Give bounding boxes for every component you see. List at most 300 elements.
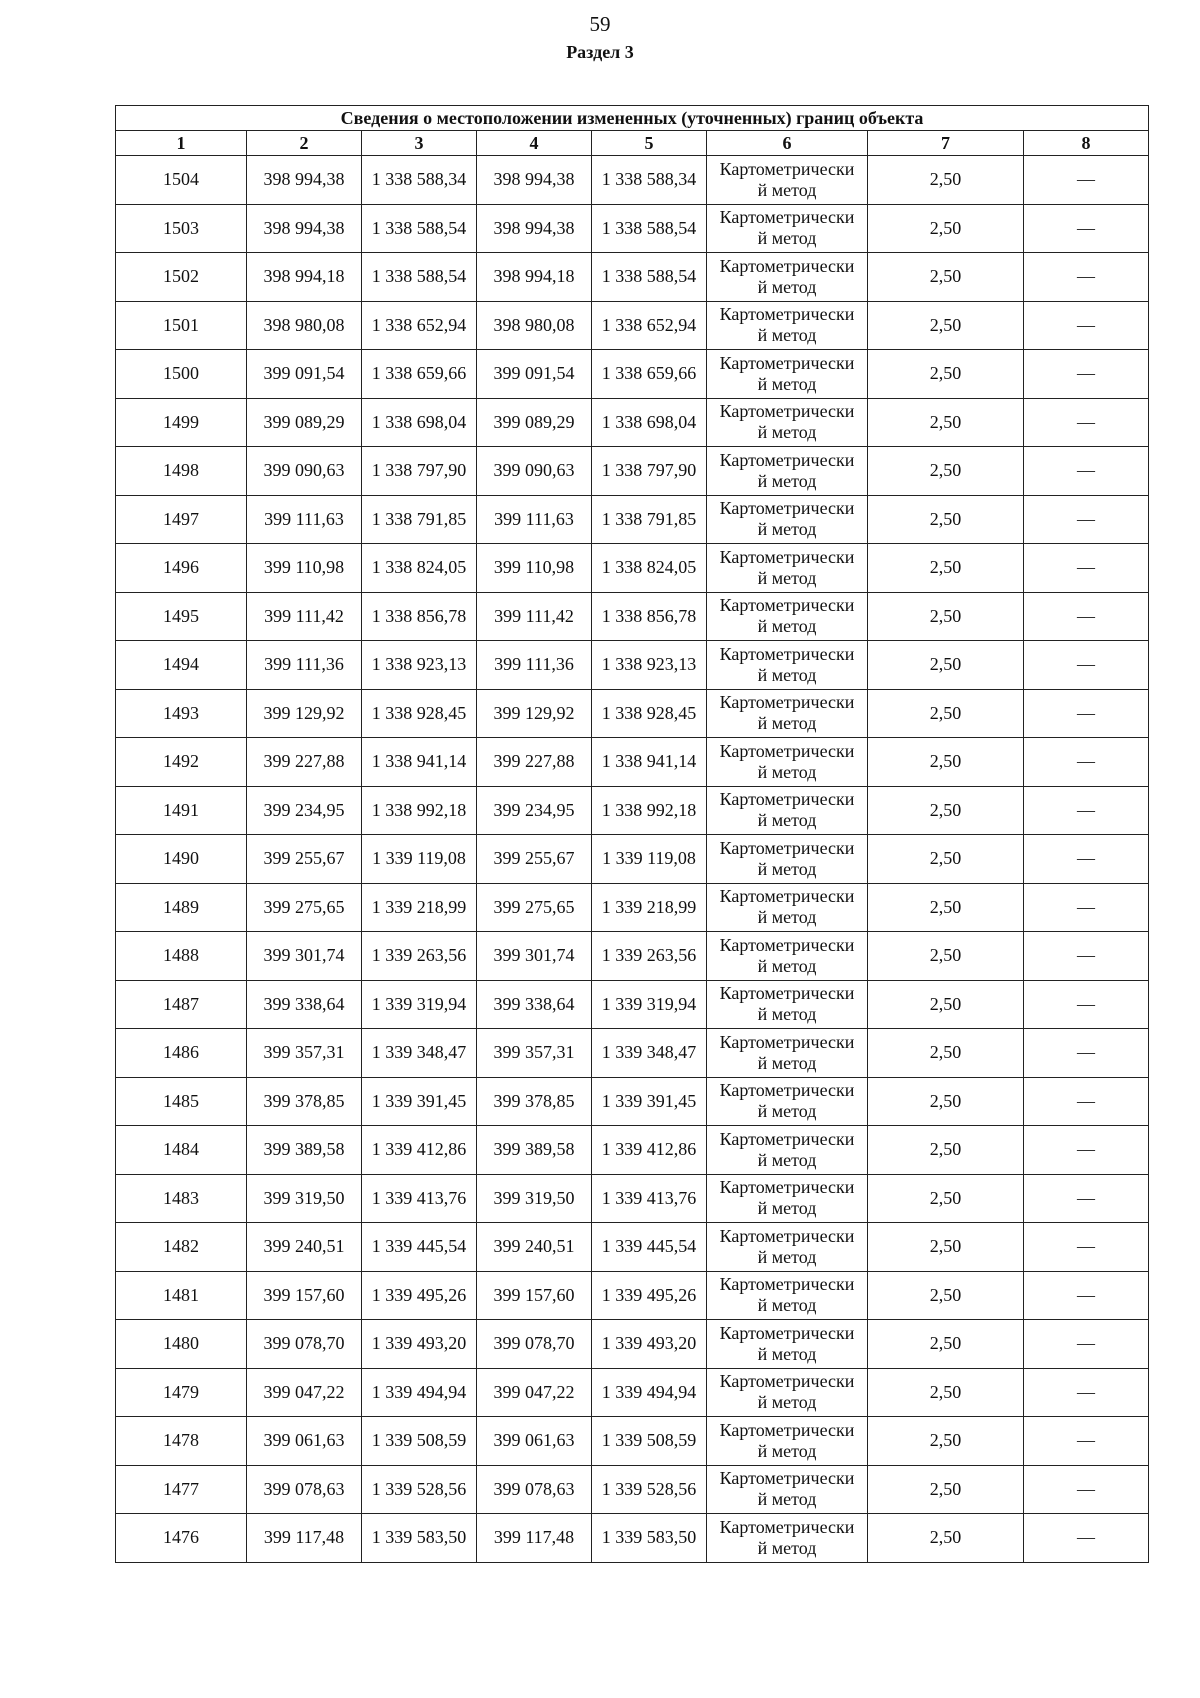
method-line-2: й метод bbox=[757, 761, 817, 782]
accuracy-cell: 2,50 bbox=[868, 1029, 1024, 1078]
table-row bbox=[116, 689, 1149, 738]
table-row bbox=[116, 253, 1149, 302]
x-new-cell: 399 090,63 bbox=[477, 447, 592, 496]
y-new-cell: 1 339 508,59 bbox=[592, 1417, 707, 1466]
accuracy-cell: 2,50 bbox=[868, 932, 1024, 981]
point-number-cell: 1496 bbox=[116, 544, 247, 593]
x-old-cell: 398 980,08 bbox=[247, 301, 362, 350]
method-line-1: Картометрически bbox=[719, 1177, 855, 1198]
method-line-1: Картометрически bbox=[719, 983, 855, 1004]
point-number-cell: 1493 bbox=[116, 689, 247, 738]
method-line-1: Картометрически bbox=[719, 498, 855, 519]
x-old-cell: 399 110,98 bbox=[247, 544, 362, 593]
point-number-cell: 1491 bbox=[116, 786, 247, 835]
x-old-cell: 399 078,70 bbox=[247, 1320, 362, 1369]
table-row bbox=[116, 1417, 1149, 1466]
method-cell bbox=[707, 738, 868, 787]
method-line-2: й метод bbox=[757, 422, 817, 443]
method-cell bbox=[707, 980, 868, 1029]
x-new-cell: 399 061,63 bbox=[477, 1417, 592, 1466]
point-number-cell: 1499 bbox=[116, 398, 247, 447]
y-new-cell: 1 339 218,99 bbox=[592, 883, 707, 932]
y-new-cell: 1 338 824,05 bbox=[592, 544, 707, 593]
table-row bbox=[116, 544, 1149, 593]
method-line-1: Картометрически bbox=[719, 595, 855, 616]
point-number-cell: 1476 bbox=[116, 1514, 247, 1563]
note-cell: — bbox=[1024, 1126, 1149, 1175]
method-line-2: й метод bbox=[757, 1052, 817, 1073]
x-old-cell: 399 090,63 bbox=[247, 447, 362, 496]
method-line-2: й метод bbox=[757, 1489, 817, 1510]
table-body bbox=[116, 156, 1149, 1563]
method-line-1: Картометрически bbox=[719, 886, 855, 907]
point-number-cell: 1504 bbox=[116, 156, 247, 205]
note-cell: — bbox=[1024, 1417, 1149, 1466]
method-line-2: й метод bbox=[757, 519, 817, 540]
y-old-cell: 1 338 698,04 bbox=[362, 398, 477, 447]
method-line-2: й метод bbox=[757, 567, 817, 588]
y-old-cell: 1 339 528,56 bbox=[362, 1465, 477, 1514]
method-line-2: й метод bbox=[757, 1295, 817, 1316]
y-old-cell: 1 338 588,34 bbox=[362, 156, 477, 205]
method-cell bbox=[707, 592, 868, 641]
point-number-cell: 1498 bbox=[116, 447, 247, 496]
table-row bbox=[116, 1126, 1149, 1175]
method-line-1: Картометрически bbox=[719, 1419, 855, 1440]
method-line-2: й метод bbox=[757, 907, 817, 928]
method-line-2: й метод bbox=[757, 1149, 817, 1170]
table-row bbox=[116, 592, 1149, 641]
section-title: Раздел 3 bbox=[566, 42, 634, 62]
method-line-1: Картометрически bbox=[719, 1322, 855, 1343]
note-cell: — bbox=[1024, 1271, 1149, 1320]
x-old-cell: 399 357,31 bbox=[247, 1029, 362, 1078]
accuracy-cell: 2,50 bbox=[868, 689, 1024, 738]
method-line-2: й метод bbox=[757, 1537, 817, 1558]
method-line-2: й метод bbox=[757, 179, 817, 200]
method-cell bbox=[707, 398, 868, 447]
method-cell bbox=[707, 883, 868, 932]
method-line-1: Картометрически bbox=[719, 837, 855, 858]
note-cell: — bbox=[1024, 1320, 1149, 1369]
y-old-cell: 1 338 928,45 bbox=[362, 689, 477, 738]
y-old-cell: 1 339 493,20 bbox=[362, 1320, 477, 1369]
point-number-cell: 1500 bbox=[116, 350, 247, 399]
table-row bbox=[116, 495, 1149, 544]
coordinates-table bbox=[115, 105, 1149, 1563]
method-cell bbox=[707, 1514, 868, 1563]
method-line-2: й метод bbox=[757, 858, 817, 879]
method-line-2: й метод bbox=[757, 1198, 817, 1219]
accuracy-cell: 2,50 bbox=[868, 883, 1024, 932]
x-old-cell: 399 338,64 bbox=[247, 980, 362, 1029]
table-row bbox=[116, 932, 1149, 981]
y-old-cell: 1 339 263,56 bbox=[362, 932, 477, 981]
method-cell bbox=[707, 156, 868, 205]
x-new-cell: 399 111,63 bbox=[477, 495, 592, 544]
method-cell bbox=[707, 495, 868, 544]
table-row bbox=[116, 738, 1149, 787]
x-new-cell: 399 301,74 bbox=[477, 932, 592, 981]
method-line-2: й метод bbox=[757, 276, 817, 297]
y-new-cell: 1 338 928,45 bbox=[592, 689, 707, 738]
x-old-cell: 399 319,50 bbox=[247, 1174, 362, 1223]
method-line-1: Картометрически bbox=[719, 401, 855, 422]
table-row bbox=[116, 1271, 1149, 1320]
x-new-cell: 399 091,54 bbox=[477, 350, 592, 399]
y-new-cell: 1 339 495,26 bbox=[592, 1271, 707, 1320]
table-row bbox=[116, 398, 1149, 447]
y-old-cell: 1 338 659,66 bbox=[362, 350, 477, 399]
method-line-1: Картометрически bbox=[719, 1225, 855, 1246]
y-old-cell: 1 338 588,54 bbox=[362, 253, 477, 302]
method-line-2: й метод bbox=[757, 713, 817, 734]
note-cell: — bbox=[1024, 398, 1149, 447]
method-line-1: Картометрически bbox=[719, 1371, 855, 1392]
point-number-cell: 1477 bbox=[116, 1465, 247, 1514]
accuracy-cell: 2,50 bbox=[868, 1368, 1024, 1417]
note-cell: — bbox=[1024, 1465, 1149, 1514]
x-new-cell: 399 111,42 bbox=[477, 592, 592, 641]
note-cell: — bbox=[1024, 980, 1149, 1029]
x-old-cell: 399 111,36 bbox=[247, 641, 362, 690]
x-old-cell: 399 117,48 bbox=[247, 1514, 362, 1563]
method-line-2: й метод bbox=[757, 1101, 817, 1122]
method-cell bbox=[707, 253, 868, 302]
x-old-cell: 399 157,60 bbox=[247, 1271, 362, 1320]
table-row bbox=[116, 835, 1149, 884]
x-new-cell: 399 157,60 bbox=[477, 1271, 592, 1320]
x-old-cell: 398 994,38 bbox=[247, 156, 362, 205]
y-new-cell: 1 338 698,04 bbox=[592, 398, 707, 447]
page-number: 59 bbox=[589, 12, 611, 36]
x-new-cell: 399 378,85 bbox=[477, 1077, 592, 1126]
y-new-cell: 1 338 652,94 bbox=[592, 301, 707, 350]
x-old-cell: 399 091,54 bbox=[247, 350, 362, 399]
x-old-cell: 399 089,29 bbox=[247, 398, 362, 447]
method-line-1: Картометрически bbox=[719, 546, 855, 567]
table-row bbox=[116, 1223, 1149, 1272]
y-old-cell: 1 339 508,59 bbox=[362, 1417, 477, 1466]
note-cell: — bbox=[1024, 495, 1149, 544]
table-row bbox=[116, 1320, 1149, 1369]
method-line-1: Картометрически bbox=[719, 1468, 855, 1489]
method-line-1: Картометрически bbox=[719, 789, 855, 810]
accuracy-cell: 2,50 bbox=[868, 980, 1024, 1029]
y-new-cell: 1 338 659,66 bbox=[592, 350, 707, 399]
x-old-cell: 399 111,42 bbox=[247, 592, 362, 641]
method-line-1: Картометрически bbox=[719, 1080, 855, 1101]
method-line-1: Картометрически bbox=[719, 1128, 855, 1149]
y-new-cell: 1 339 119,08 bbox=[592, 835, 707, 884]
point-number-cell: 1488 bbox=[116, 932, 247, 981]
y-old-cell: 1 338 941,14 bbox=[362, 738, 477, 787]
note-cell: — bbox=[1024, 1223, 1149, 1272]
column-header: 1 bbox=[116, 131, 247, 156]
point-number-cell: 1490 bbox=[116, 835, 247, 884]
table-row bbox=[116, 1029, 1149, 1078]
note-cell: — bbox=[1024, 786, 1149, 835]
method-cell bbox=[707, 641, 868, 690]
point-number-cell: 1503 bbox=[116, 204, 247, 253]
x-new-cell: 399 078,63 bbox=[477, 1465, 592, 1514]
x-new-cell: 398 994,18 bbox=[477, 253, 592, 302]
y-old-cell: 1 338 923,13 bbox=[362, 641, 477, 690]
method-line-1: Картометрически bbox=[719, 1274, 855, 1295]
accuracy-cell: 2,50 bbox=[868, 156, 1024, 205]
point-number-cell: 1485 bbox=[116, 1077, 247, 1126]
note-cell: — bbox=[1024, 1368, 1149, 1417]
y-old-cell: 1 339 391,45 bbox=[362, 1077, 477, 1126]
accuracy-cell: 2,50 bbox=[868, 592, 1024, 641]
method-line-2: й метод bbox=[757, 1343, 817, 1364]
y-new-cell: 1 338 923,13 bbox=[592, 641, 707, 690]
y-new-cell: 1 338 992,18 bbox=[592, 786, 707, 835]
method-cell bbox=[707, 1417, 868, 1466]
y-new-cell: 1 338 797,90 bbox=[592, 447, 707, 496]
method-cell bbox=[707, 447, 868, 496]
x-old-cell: 399 378,85 bbox=[247, 1077, 362, 1126]
method-line-1: Картометрически bbox=[719, 352, 855, 373]
point-number-cell: 1484 bbox=[116, 1126, 247, 1175]
table-row bbox=[116, 350, 1149, 399]
note-cell: — bbox=[1024, 447, 1149, 496]
x-old-cell: 399 111,63 bbox=[247, 495, 362, 544]
y-new-cell: 1 339 528,56 bbox=[592, 1465, 707, 1514]
method-cell bbox=[707, 689, 868, 738]
point-number-cell: 1486 bbox=[116, 1029, 247, 1078]
x-new-cell: 399 275,65 bbox=[477, 883, 592, 932]
method-line-1: Картометрически bbox=[719, 643, 855, 664]
method-cell bbox=[707, 786, 868, 835]
point-number-cell: 1487 bbox=[116, 980, 247, 1029]
point-number-cell: 1495 bbox=[116, 592, 247, 641]
method-cell bbox=[707, 1465, 868, 1514]
y-old-cell: 1 339 412,86 bbox=[362, 1126, 477, 1175]
method-line-2: й метод bbox=[757, 810, 817, 831]
x-new-cell: 399 319,50 bbox=[477, 1174, 592, 1223]
y-old-cell: 1 339 494,94 bbox=[362, 1368, 477, 1417]
point-number-cell: 1502 bbox=[116, 253, 247, 302]
x-new-cell: 399 357,31 bbox=[477, 1029, 592, 1078]
accuracy-cell: 2,50 bbox=[868, 786, 1024, 835]
x-new-cell: 399 110,98 bbox=[477, 544, 592, 593]
x-old-cell: 399 078,63 bbox=[247, 1465, 362, 1514]
accuracy-cell: 2,50 bbox=[868, 641, 1024, 690]
x-new-cell: 398 994,38 bbox=[477, 156, 592, 205]
accuracy-cell: 2,50 bbox=[868, 495, 1024, 544]
method-cell bbox=[707, 1320, 868, 1369]
table-row bbox=[116, 1077, 1149, 1126]
y-new-cell: 1 339 493,20 bbox=[592, 1320, 707, 1369]
column-header: 4 bbox=[477, 131, 592, 156]
method-cell bbox=[707, 1126, 868, 1175]
x-old-cell: 399 061,63 bbox=[247, 1417, 362, 1466]
accuracy-cell: 2,50 bbox=[868, 1077, 1024, 1126]
method-line-2: й метод bbox=[757, 616, 817, 637]
x-new-cell: 398 994,38 bbox=[477, 204, 592, 253]
table-row bbox=[116, 980, 1149, 1029]
x-old-cell: 399 240,51 bbox=[247, 1223, 362, 1272]
method-cell bbox=[707, 1368, 868, 1417]
y-new-cell: 1 338 856,78 bbox=[592, 592, 707, 641]
y-new-cell: 1 338 588,54 bbox=[592, 204, 707, 253]
y-old-cell: 1 338 588,54 bbox=[362, 204, 477, 253]
table-row bbox=[116, 204, 1149, 253]
accuracy-cell: 2,50 bbox=[868, 447, 1024, 496]
note-cell: — bbox=[1024, 253, 1149, 302]
point-number-cell: 1497 bbox=[116, 495, 247, 544]
method-cell bbox=[707, 1077, 868, 1126]
y-new-cell: 1 339 494,94 bbox=[592, 1368, 707, 1417]
column-header-row bbox=[116, 131, 1149, 156]
y-new-cell: 1 339 348,47 bbox=[592, 1029, 707, 1078]
y-new-cell: 1 339 445,54 bbox=[592, 1223, 707, 1272]
method-cell bbox=[707, 1029, 868, 1078]
table-row bbox=[116, 883, 1149, 932]
point-number-cell: 1479 bbox=[116, 1368, 247, 1417]
y-old-cell: 1 338 652,94 bbox=[362, 301, 477, 350]
table-row bbox=[116, 156, 1149, 205]
x-old-cell: 399 129,92 bbox=[247, 689, 362, 738]
table-row bbox=[116, 1368, 1149, 1417]
y-new-cell: 1 339 413,76 bbox=[592, 1174, 707, 1223]
method-cell bbox=[707, 301, 868, 350]
accuracy-cell: 2,50 bbox=[868, 253, 1024, 302]
accuracy-cell: 2,50 bbox=[868, 1514, 1024, 1563]
method-line-2: й метод bbox=[757, 1004, 817, 1025]
method-line-2: й метод bbox=[757, 325, 817, 346]
x-old-cell: 399 255,67 bbox=[247, 835, 362, 884]
x-new-cell: 399 111,36 bbox=[477, 641, 592, 690]
x-new-cell: 399 227,88 bbox=[477, 738, 592, 787]
note-cell: — bbox=[1024, 544, 1149, 593]
note-cell: — bbox=[1024, 204, 1149, 253]
point-number-cell: 1483 bbox=[116, 1174, 247, 1223]
table-row bbox=[116, 301, 1149, 350]
x-new-cell: 398 980,08 bbox=[477, 301, 592, 350]
method-line-2: й метод bbox=[757, 1392, 817, 1413]
table-row bbox=[116, 1465, 1149, 1514]
y-old-cell: 1 338 856,78 bbox=[362, 592, 477, 641]
accuracy-cell: 2,50 bbox=[868, 301, 1024, 350]
accuracy-cell: 2,50 bbox=[868, 1465, 1024, 1514]
method-line-2: й метод bbox=[757, 1246, 817, 1267]
y-old-cell: 1 339 348,47 bbox=[362, 1029, 477, 1078]
method-line-1: Картометрически bbox=[719, 1031, 855, 1052]
method-line-1: Картометрически bbox=[719, 158, 855, 179]
table-row bbox=[116, 786, 1149, 835]
accuracy-cell: 2,50 bbox=[868, 544, 1024, 593]
accuracy-cell: 2,50 bbox=[868, 350, 1024, 399]
method-line-1: Картометрически bbox=[719, 255, 855, 276]
point-number-cell: 1494 bbox=[116, 641, 247, 690]
y-new-cell: 1 338 588,34 bbox=[592, 156, 707, 205]
method-cell bbox=[707, 932, 868, 981]
accuracy-cell: 2,50 bbox=[868, 1320, 1024, 1369]
accuracy-cell: 2,50 bbox=[868, 1174, 1024, 1223]
x-new-cell: 399 117,48 bbox=[477, 1514, 592, 1563]
accuracy-cell: 2,50 bbox=[868, 204, 1024, 253]
x-old-cell: 399 389,58 bbox=[247, 1126, 362, 1175]
x-new-cell: 399 078,70 bbox=[477, 1320, 592, 1369]
point-number-cell: 1481 bbox=[116, 1271, 247, 1320]
column-header: 7 bbox=[868, 131, 1024, 156]
y-old-cell: 1 339 413,76 bbox=[362, 1174, 477, 1223]
y-old-cell: 1 338 797,90 bbox=[362, 447, 477, 496]
point-number-cell: 1480 bbox=[116, 1320, 247, 1369]
table-row bbox=[116, 1174, 1149, 1223]
method-line-1: Картометрически bbox=[719, 1516, 855, 1537]
method-line-2: й метод bbox=[757, 955, 817, 976]
note-cell: — bbox=[1024, 592, 1149, 641]
point-number-cell: 1489 bbox=[116, 883, 247, 932]
note-cell: — bbox=[1024, 350, 1149, 399]
x-new-cell: 399 129,92 bbox=[477, 689, 592, 738]
method-line-2: й метод bbox=[757, 1440, 817, 1461]
y-old-cell: 1 338 791,85 bbox=[362, 495, 477, 544]
note-cell: — bbox=[1024, 1174, 1149, 1223]
x-old-cell: 399 047,22 bbox=[247, 1368, 362, 1417]
method-line-2: й метод bbox=[757, 470, 817, 491]
x-new-cell: 399 255,67 bbox=[477, 835, 592, 884]
method-line-1: Картометрически bbox=[719, 449, 855, 470]
y-new-cell: 1 338 941,14 bbox=[592, 738, 707, 787]
note-cell: — bbox=[1024, 301, 1149, 350]
point-number-cell: 1482 bbox=[116, 1223, 247, 1272]
x-new-cell: 399 338,64 bbox=[477, 980, 592, 1029]
method-cell bbox=[707, 350, 868, 399]
point-number-cell: 1501 bbox=[116, 301, 247, 350]
y-old-cell: 1 338 824,05 bbox=[362, 544, 477, 593]
x-old-cell: 399 234,95 bbox=[247, 786, 362, 835]
point-number-cell: 1478 bbox=[116, 1417, 247, 1466]
note-cell: — bbox=[1024, 641, 1149, 690]
accuracy-cell: 2,50 bbox=[868, 835, 1024, 884]
note-cell: — bbox=[1024, 689, 1149, 738]
method-line-1: Картометрически bbox=[719, 934, 855, 955]
y-old-cell: 1 339 583,50 bbox=[362, 1514, 477, 1563]
method-cell bbox=[707, 835, 868, 884]
y-old-cell: 1 339 445,54 bbox=[362, 1223, 477, 1272]
column-header: 3 bbox=[362, 131, 477, 156]
table-row bbox=[116, 641, 1149, 690]
point-number-cell: 1492 bbox=[116, 738, 247, 787]
y-old-cell: 1 338 992,18 bbox=[362, 786, 477, 835]
method-cell bbox=[707, 1271, 868, 1320]
table-caption: Сведения о местоположении измененных (уточненных) границ объекта bbox=[116, 106, 1149, 131]
accuracy-cell: 2,50 bbox=[868, 1417, 1024, 1466]
x-new-cell: 399 389,58 bbox=[477, 1126, 592, 1175]
note-cell: — bbox=[1024, 932, 1149, 981]
accuracy-cell: 2,50 bbox=[868, 398, 1024, 447]
y-new-cell: 1 339 412,86 bbox=[592, 1126, 707, 1175]
note-cell: — bbox=[1024, 1077, 1149, 1126]
method-cell bbox=[707, 204, 868, 253]
accuracy-cell: 2,50 bbox=[868, 1126, 1024, 1175]
method-line-2: й метод bbox=[757, 228, 817, 249]
note-cell: — bbox=[1024, 1029, 1149, 1078]
note-cell: — bbox=[1024, 835, 1149, 884]
method-line-1: Картометрически bbox=[719, 304, 855, 325]
note-cell: — bbox=[1024, 883, 1149, 932]
y-old-cell: 1 339 218,99 bbox=[362, 883, 477, 932]
column-header: 8 bbox=[1024, 131, 1149, 156]
note-cell: — bbox=[1024, 1514, 1149, 1563]
x-old-cell: 399 275,65 bbox=[247, 883, 362, 932]
y-old-cell: 1 339 119,08 bbox=[362, 835, 477, 884]
table-row bbox=[116, 1514, 1149, 1563]
